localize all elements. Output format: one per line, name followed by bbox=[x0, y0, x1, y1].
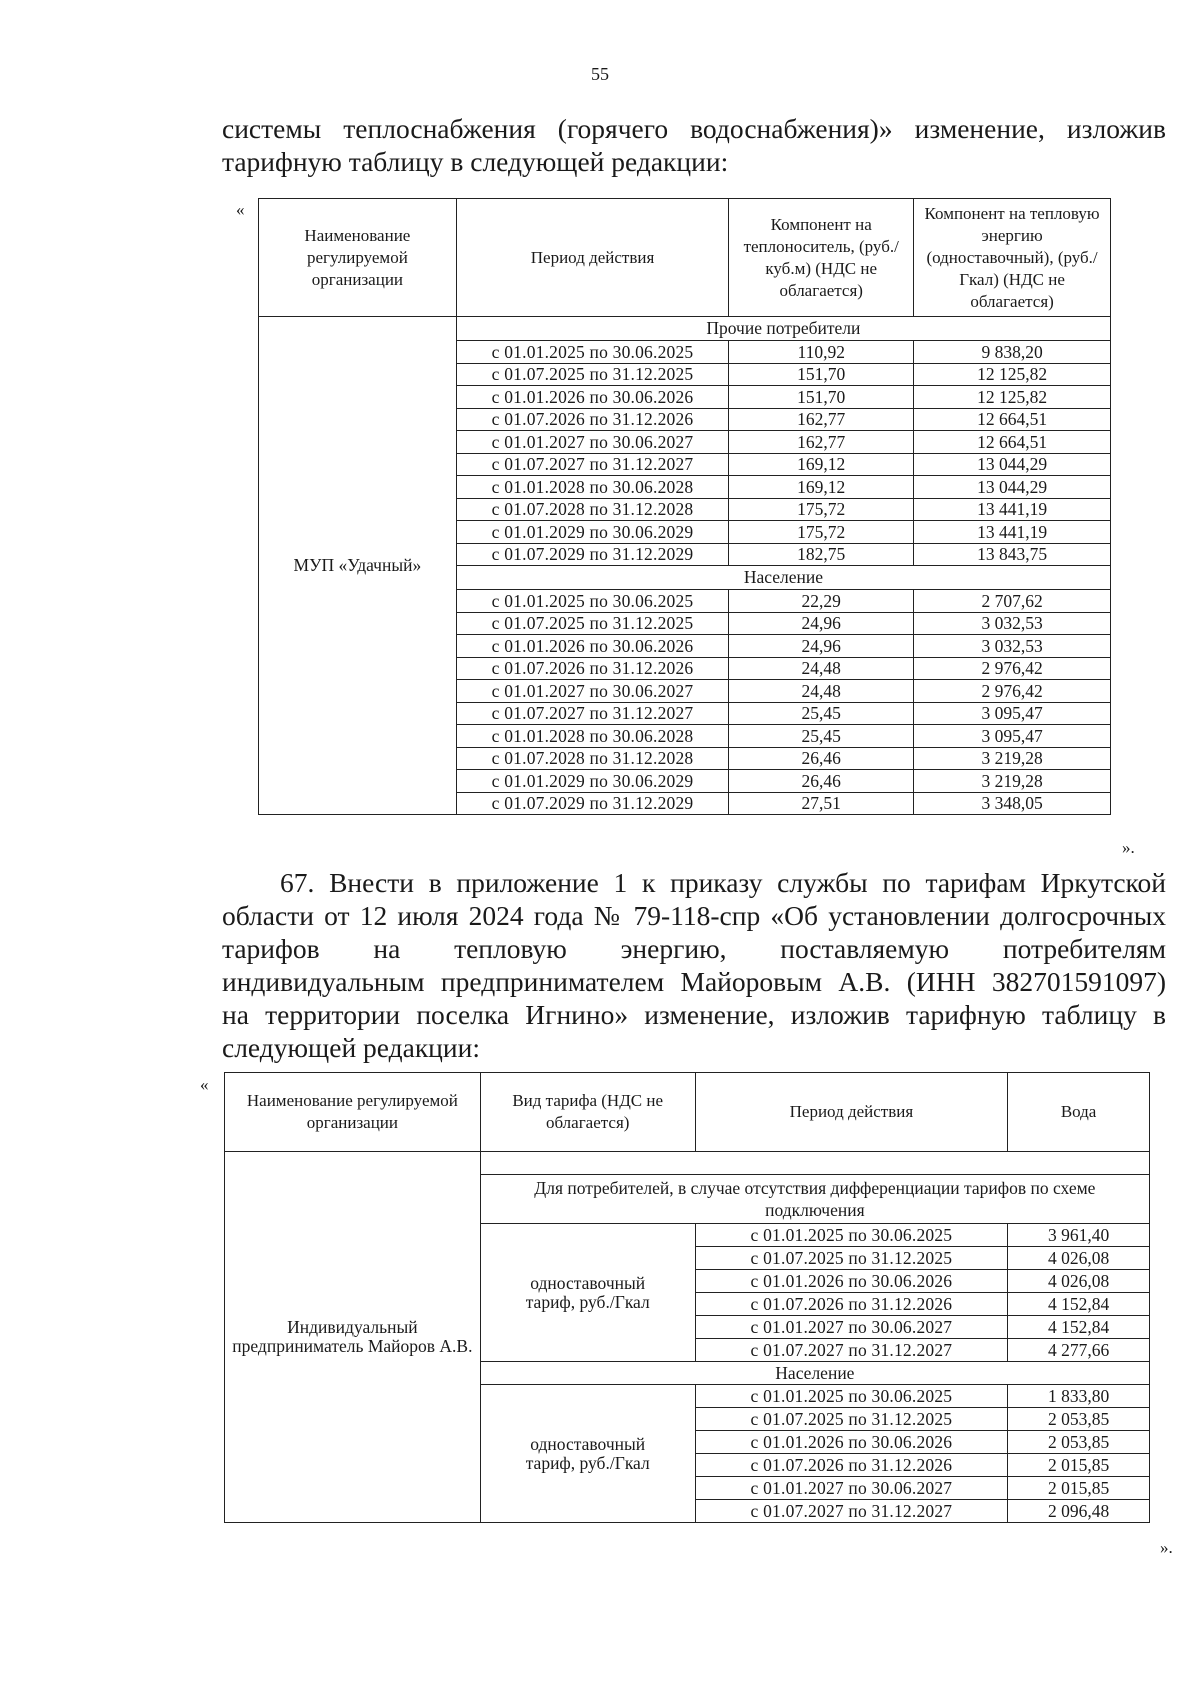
t1-carrier-cell: 162,77 bbox=[729, 408, 914, 431]
table1-close-quote: ». bbox=[1122, 838, 1135, 857]
t1-energy-cell: 3 348,05 bbox=[914, 792, 1111, 815]
paragraph-67 bbox=[222, 866, 1166, 1064]
t1-period-cell: с 01.01.2026 по 30.06.2026 bbox=[456, 386, 729, 409]
t1-group-row bbox=[259, 317, 1111, 341]
p67-line: 67. Внести в приложение 1 к приказу службы по тарифам Иркутской bbox=[280, 867, 1166, 898]
p67-line: тарифов на тепловую энергию, поставляемую потребителям bbox=[222, 933, 1166, 964]
t2-period-cell: с 01.07.2025 по 31.12.2025 bbox=[695, 1408, 1008, 1431]
t1-energy-cell: 13 843,75 bbox=[914, 543, 1111, 566]
t1-carrier-cell: 151,70 bbox=[729, 363, 914, 386]
t1-group-label: Население bbox=[456, 566, 1110, 590]
t2-period-cell: с 01.07.2025 по 31.12.2025 bbox=[695, 1247, 1008, 1270]
t1-energy-cell: 3 032,53 bbox=[914, 635, 1111, 658]
t1-period-cell: с 01.07.2026 по 31.12.2026 bbox=[456, 408, 729, 431]
t1-energy-cell: 12 125,82 bbox=[914, 363, 1111, 386]
t2-blank-cell bbox=[480, 1152, 1149, 1175]
t2-header-org: Наименование регулируемой организации bbox=[225, 1073, 481, 1152]
t1-carrier-cell: 175,72 bbox=[729, 498, 914, 521]
t1-header-energy: Компонент на тепловую энергию (одноставочный), (руб./Гкал) (НДС не облагается) bbox=[914, 199, 1111, 317]
t2-header-period: Период действия bbox=[695, 1073, 1008, 1152]
t1-carrier-cell: 169,12 bbox=[729, 476, 914, 499]
p67-line: индивидуальным предпринимателем Майоровым А.В. (ИНН 382701591097) bbox=[222, 966, 1166, 997]
t2-water-cell: 4 152,84 bbox=[1008, 1293, 1150, 1316]
t1-header-carrier: Компонент на теплоноситель, (руб./куб.м) (НДС не облагается) bbox=[729, 199, 914, 317]
t1-period-cell: с 01.01.2029 по 30.06.2029 bbox=[456, 770, 729, 793]
t2-water-cell: 4 277,66 bbox=[1008, 1339, 1150, 1362]
t1-period-cell: с 01.01.2028 по 30.06.2028 bbox=[456, 476, 729, 499]
page-number: 55 bbox=[591, 64, 609, 84]
t1-energy-cell: 13 044,29 bbox=[914, 453, 1111, 476]
t1-carrier-cell: 24,48 bbox=[729, 657, 914, 680]
t2-water-cell: 3 961,40 bbox=[1008, 1224, 1150, 1247]
t2-period-cell: с 01.07.2027 по 31.12.2027 bbox=[695, 1500, 1008, 1523]
t2-tariff-type: одноставочный тариф, руб./Гкал bbox=[480, 1224, 695, 1362]
t2-group-label: Население bbox=[480, 1362, 1149, 1385]
t1-energy-cell: 13 441,19 bbox=[914, 498, 1111, 521]
t2-water-cell: 4 152,84 bbox=[1008, 1316, 1150, 1339]
t1-energy-cell: 2 976,42 bbox=[914, 680, 1111, 703]
t1-period-cell: с 01.07.2029 по 31.12.2029 bbox=[456, 543, 729, 566]
p67-line: следующей редакции: bbox=[222, 1032, 480, 1063]
t2-period-cell: с 01.01.2026 по 30.06.2026 bbox=[695, 1431, 1008, 1454]
t1-header-org: Наименование регулируемой организации bbox=[259, 199, 457, 317]
p67-line: области от 12 июля 2024 года № 79-118-спр «Об установлении долгосрочных bbox=[222, 900, 1166, 931]
t1-period-cell: с 01.07.2027 по 31.12.2027 bbox=[456, 453, 729, 476]
t2-header-water: Вода bbox=[1008, 1073, 1150, 1152]
t2-period-cell: с 01.01.2026 по 30.06.2026 bbox=[695, 1270, 1008, 1293]
t1-org-name: МУП «Удачный» bbox=[259, 317, 457, 815]
t2-water-cell: 2 096,48 bbox=[1008, 1500, 1150, 1523]
t2-water-cell: 4 026,08 bbox=[1008, 1247, 1150, 1270]
t2-tariff-type: одноставочный тариф, руб./Гкал bbox=[480, 1385, 695, 1523]
intro-line: системы теплоснабжения (горячего водоснабжения)» изменение, изложив bbox=[222, 113, 1166, 144]
t1-period-cell: с 01.01.2025 по 30.06.2025 bbox=[456, 590, 729, 613]
t1-energy-cell: 3 219,28 bbox=[914, 747, 1111, 770]
t1-carrier-cell: 24,96 bbox=[729, 635, 914, 658]
t1-energy-cell: 13 044,29 bbox=[914, 476, 1111, 499]
t1-period-cell: с 01.01.2029 по 30.06.2029 bbox=[456, 521, 729, 544]
t2-group-label: Для потребителей, в случае отсутствия дифференциации тарифов по схеме подключения bbox=[480, 1175, 1149, 1224]
t1-energy-cell: 3 032,53 bbox=[914, 612, 1111, 635]
t2-water-cell: 2 015,85 bbox=[1008, 1477, 1150, 1500]
t1-energy-cell: 3 095,47 bbox=[914, 702, 1111, 725]
t1-period-cell: с 01.01.2026 по 30.06.2026 bbox=[456, 635, 729, 658]
t1-period-cell: с 01.01.2028 по 30.06.2028 bbox=[456, 725, 729, 748]
t1-period-cell: с 01.07.2025 по 31.12.2025 bbox=[456, 612, 729, 635]
t1-carrier-cell: 169,12 bbox=[729, 453, 914, 476]
intro-line: тарифную таблицу в следующей редакции: bbox=[222, 146, 729, 177]
t2-org-name: Индивидуальный предприниматель Майоров А.В. bbox=[225, 1152, 481, 1523]
t1-group-label: Прочие потребители bbox=[456, 317, 1110, 341]
t1-carrier-cell: 27,51 bbox=[729, 792, 914, 815]
table1-open-quote: « bbox=[236, 200, 245, 219]
t1-energy-cell: 2 976,42 bbox=[914, 657, 1111, 680]
t1-carrier-cell: 26,46 bbox=[729, 770, 914, 793]
t2-period-cell: с 01.07.2026 по 31.12.2026 bbox=[695, 1454, 1008, 1477]
t2-period-cell: с 01.01.2027 по 30.06.2027 bbox=[695, 1477, 1008, 1500]
t1-header-period: Период действия bbox=[456, 199, 729, 317]
t1-carrier-cell: 25,45 bbox=[729, 702, 914, 725]
t1-period-cell: с 01.01.2027 по 30.06.2027 bbox=[456, 680, 729, 703]
t1-energy-cell: 3 095,47 bbox=[914, 725, 1111, 748]
t1-energy-cell: 3 219,28 bbox=[914, 770, 1111, 793]
t1-period-cell: с 01.01.2025 по 30.06.2025 bbox=[456, 341, 729, 364]
t2-period-cell: с 01.07.2027 по 31.12.2027 bbox=[695, 1339, 1008, 1362]
t2-water-cell: 2 053,85 bbox=[1008, 1408, 1150, 1431]
intro-paragraph bbox=[222, 112, 1166, 178]
t2-period-cell: с 01.01.2025 по 30.06.2025 bbox=[695, 1385, 1008, 1408]
t1-energy-cell: 12 664,51 bbox=[914, 408, 1111, 431]
t1-carrier-cell: 151,70 bbox=[729, 386, 914, 409]
t1-carrier-cell: 22,29 bbox=[729, 590, 914, 613]
t1-energy-cell: 2 707,62 bbox=[914, 590, 1111, 613]
t2-header-tariff: Вид тарифа (НДС не облагается) bbox=[480, 1073, 695, 1152]
t1-energy-cell: 9 838,20 bbox=[914, 341, 1111, 364]
table2-close-quote: ». bbox=[1160, 1538, 1173, 1557]
t1-carrier-cell: 162,77 bbox=[729, 431, 914, 454]
t1-energy-cell: 13 441,19 bbox=[914, 521, 1111, 544]
table2-open-quote: « bbox=[200, 1075, 209, 1094]
t1-period-cell: с 01.01.2027 по 30.06.2027 bbox=[456, 431, 729, 454]
t2-period-cell: с 01.07.2026 по 31.12.2026 bbox=[695, 1293, 1008, 1316]
t2-blank-row bbox=[225, 1152, 1150, 1175]
t2-water-cell: 2 015,85 bbox=[1008, 1454, 1150, 1477]
t1-period-cell: с 01.07.2026 по 31.12.2026 bbox=[456, 657, 729, 680]
t1-period-cell: с 01.07.2025 по 31.12.2025 bbox=[456, 363, 729, 386]
t1-period-cell: с 01.07.2027 по 31.12.2027 bbox=[456, 702, 729, 725]
t1-carrier-cell: 26,46 bbox=[729, 747, 914, 770]
t2-period-cell: с 01.01.2027 по 30.06.2027 bbox=[695, 1316, 1008, 1339]
t2-water-cell: 1 833,80 bbox=[1008, 1385, 1150, 1408]
t1-carrier-cell: 182,75 bbox=[729, 543, 914, 566]
t1-carrier-cell: 25,45 bbox=[729, 725, 914, 748]
t1-carrier-cell: 175,72 bbox=[729, 521, 914, 544]
t1-period-cell: с 01.07.2028 по 31.12.2028 bbox=[456, 498, 729, 521]
t1-carrier-cell: 24,48 bbox=[729, 680, 914, 703]
t1-energy-cell: 12 664,51 bbox=[914, 431, 1111, 454]
t2-period-cell: с 01.01.2025 по 30.06.2025 bbox=[695, 1224, 1008, 1247]
t1-carrier-cell: 24,96 bbox=[729, 612, 914, 635]
tariff-table-2 bbox=[224, 1072, 1150, 1523]
t1-energy-cell: 12 125,82 bbox=[914, 386, 1111, 409]
p67-line: на территории поселка Игнино» изменение, изложив тарифную таблицу в bbox=[222, 999, 1166, 1030]
t1-period-cell: с 01.07.2028 по 31.12.2028 bbox=[456, 747, 729, 770]
t1-carrier-cell: 110,92 bbox=[729, 341, 914, 364]
t1-period-cell: с 01.07.2029 по 31.12.2029 bbox=[456, 792, 729, 815]
t2-water-cell: 2 053,85 bbox=[1008, 1431, 1150, 1454]
t2-water-cell: 4 026,08 bbox=[1008, 1270, 1150, 1293]
tariff-table-1 bbox=[258, 198, 1111, 815]
